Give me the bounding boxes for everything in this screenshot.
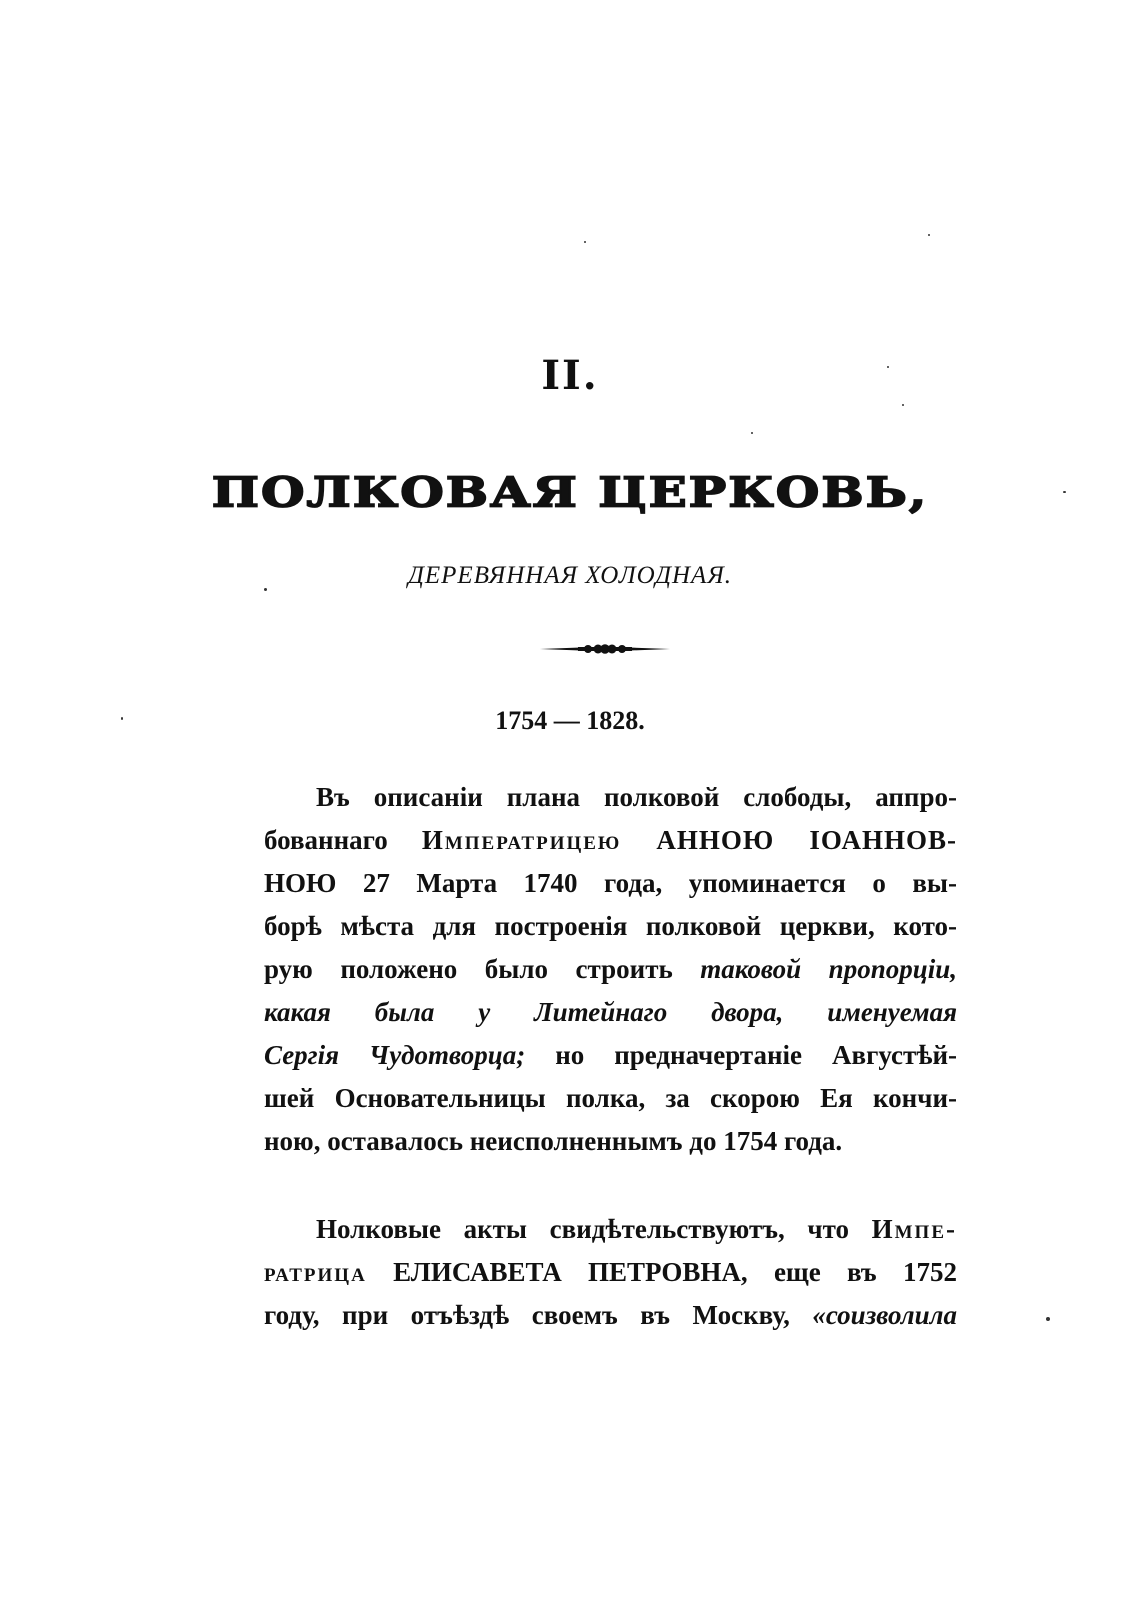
scan-speck bbox=[1063, 491, 1066, 493]
scan-speck bbox=[121, 717, 123, 720]
paragraph-2 bbox=[264, 1208, 957, 1337]
text-line: НОЮ 27 Марта 1740 года, упоминается о вы- bbox=[264, 868, 957, 898]
text-line: какая была у Литейнаго двора, именуемая bbox=[264, 997, 957, 1027]
text-run: Импе- bbox=[871, 1214, 957, 1244]
text-line bbox=[264, 1208, 957, 1251]
text-run: рую положено было строить bbox=[264, 954, 701, 984]
scan-speck bbox=[751, 432, 753, 434]
scan-speck bbox=[928, 234, 930, 236]
chapter-subtitle: ДЕРЕВЯННАЯ ХОЛОДНАЯ. bbox=[407, 562, 733, 589]
paragraph-1 bbox=[264, 776, 957, 1163]
scan-speck bbox=[887, 366, 889, 368]
text-line: борѣ мѣста для построенія полковой церкви, кото- bbox=[264, 911, 957, 941]
text-line bbox=[264, 1034, 957, 1077]
text-run: ратрица bbox=[264, 1257, 367, 1287]
scan-speck bbox=[902, 404, 904, 406]
chapter-number: II. bbox=[541, 352, 599, 399]
ornamental-divider-icon bbox=[540, 641, 670, 657]
text-line bbox=[264, 819, 957, 862]
text-run: Сергія Чудотворца; bbox=[264, 1040, 526, 1070]
text-run: «соизволила bbox=[812, 1300, 957, 1330]
chapter-title: ПОЛКОВАЯ ЦЕРКОВЬ, bbox=[211, 468, 929, 517]
text-run: таковой пропорціи, bbox=[700, 954, 957, 984]
text-run: году, при отъѣздѣ своемъ въ Москву, bbox=[264, 1300, 813, 1330]
date-range: 1754 — 1828. bbox=[495, 706, 645, 735]
text-run: но предначертаніе Августѣй- bbox=[525, 1040, 957, 1070]
text-line: ною, оставалось неисполненнымъ до 1754 года. bbox=[264, 1126, 843, 1156]
text-line bbox=[264, 1251, 957, 1294]
text-run: бованнаго bbox=[264, 825, 422, 855]
text-line bbox=[264, 948, 957, 991]
text-line: шей Основательницы полка, за скорою Ея кончи- bbox=[264, 1083, 957, 1113]
text-line: Въ описаніи плана полковой слободы, аппро- bbox=[316, 782, 957, 812]
scan-speck bbox=[264, 588, 267, 591]
scan-speck bbox=[584, 241, 586, 243]
text-run: АННОЮ ІОАННОВ- bbox=[621, 825, 957, 855]
text-run: Императрицею bbox=[421, 825, 622, 855]
scan-speck bbox=[1046, 1317, 1050, 1321]
text-line bbox=[264, 1294, 957, 1337]
text-run: ЕЛИСАВЕТА ПЕТРОВНА, еще въ 1752 bbox=[366, 1257, 957, 1287]
text-run: Нолковые акты свидѣтельствуютъ, что bbox=[316, 1214, 872, 1244]
